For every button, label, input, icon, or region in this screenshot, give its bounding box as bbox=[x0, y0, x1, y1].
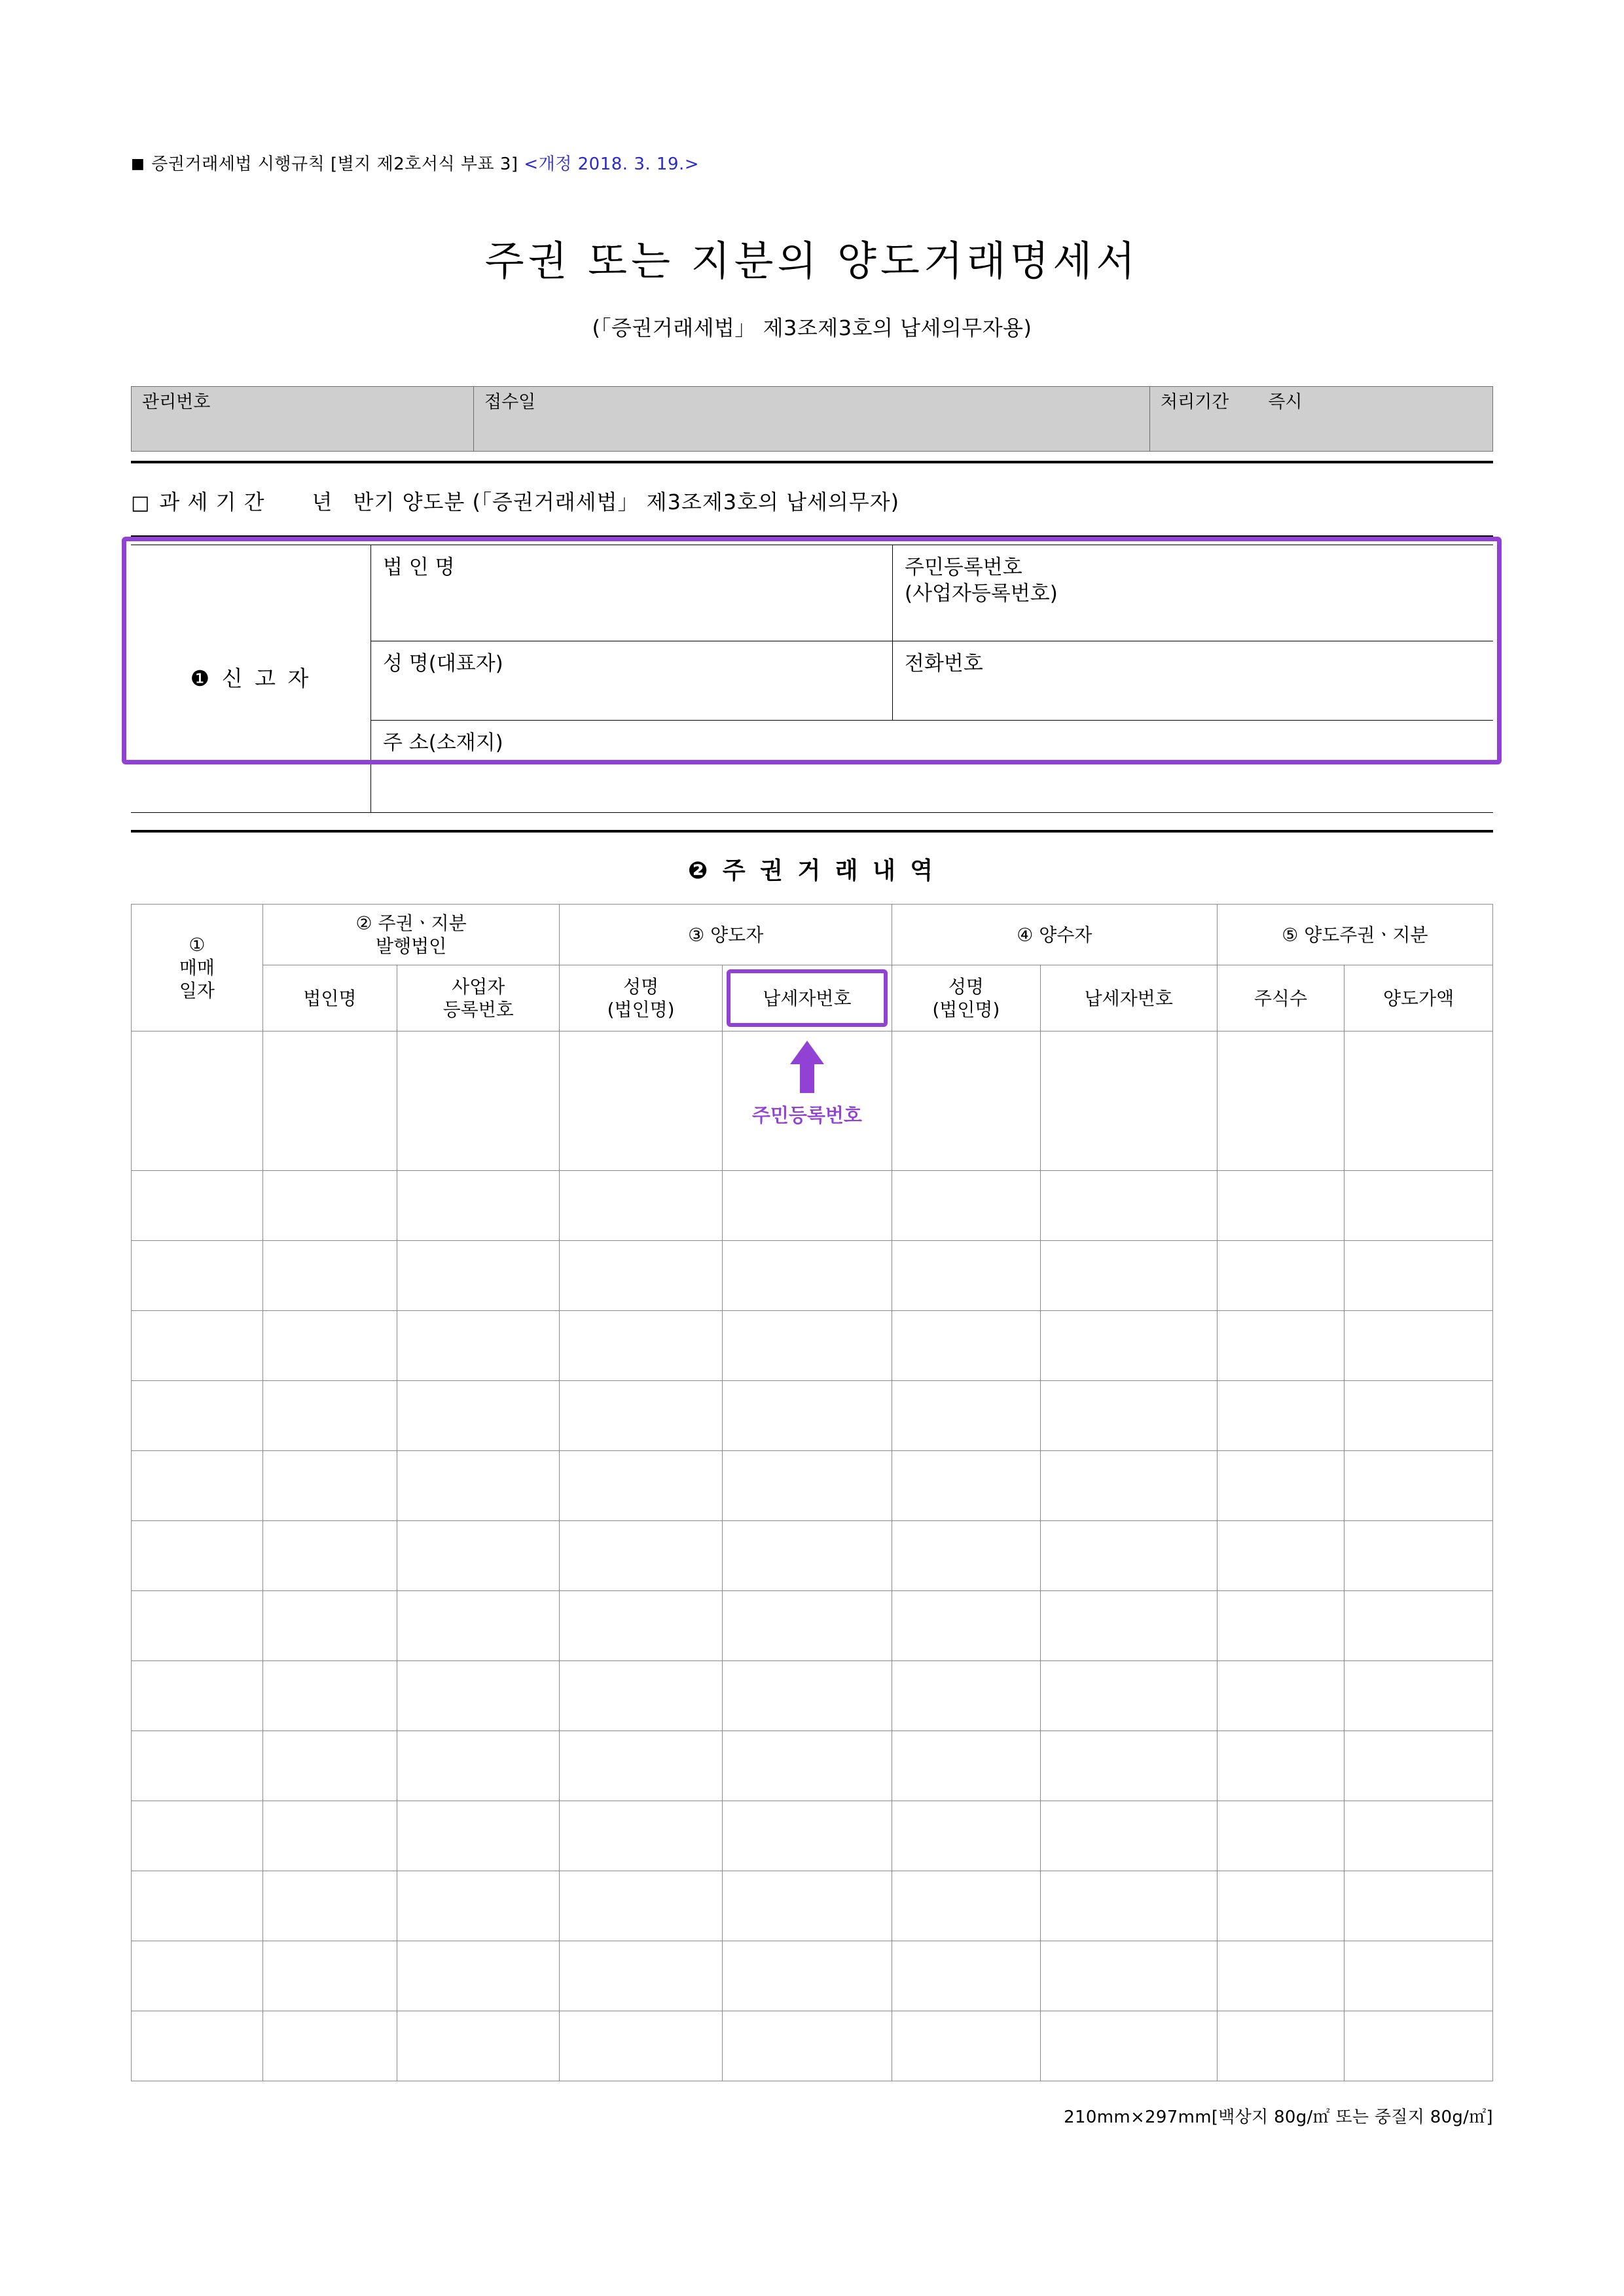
cell-transferor-name[interactable] bbox=[560, 1871, 722, 1941]
cell-transferor-taxpayer-no[interactable] bbox=[722, 1311, 892, 1381]
tax-period-line bbox=[131, 486, 1493, 516]
cell-transferee-name[interactable] bbox=[892, 2011, 1040, 2081]
form-reference-line bbox=[131, 151, 1493, 175]
cell-transferee-taxpayer-no[interactable] bbox=[1040, 1171, 1217, 1241]
header-issuer-group-line1: ② 주권ㆍ지분 bbox=[355, 912, 467, 934]
cell-transferor-name[interactable] bbox=[560, 1311, 722, 1381]
corp-name-field[interactable]: 법 인 명 bbox=[371, 545, 893, 641]
tax-period-half-unit: 반기 양도분 bbox=[353, 490, 465, 514]
table-row bbox=[132, 1871, 1493, 1941]
cell-issuer-corp-name[interactable] bbox=[262, 1171, 397, 1241]
cell-transferor-taxpayer-no[interactable] bbox=[722, 2011, 892, 2081]
cell-transfer-amount[interactable] bbox=[1344, 2011, 1493, 2081]
cell-transferee-name[interactable] bbox=[892, 1661, 1040, 1731]
cell-issuer-biz-no[interactable] bbox=[397, 1871, 560, 1941]
cell-transferor-taxpayer-no[interactable] bbox=[722, 1521, 892, 1591]
form-reference-text: 증권거래세법 시행규칙 [별지 제2호서식 부표 3] bbox=[151, 154, 518, 174]
rep-name-field[interactable]: 성 명(대표자) bbox=[371, 641, 893, 721]
cell-transfer-amount[interactable] bbox=[1344, 1591, 1493, 1661]
management-no-cell: 관리번호 bbox=[132, 387, 474, 452]
cell-issuer-corp-name[interactable] bbox=[262, 1661, 397, 1731]
cell-transferor-name[interactable] bbox=[560, 2011, 722, 2081]
table-row bbox=[132, 2011, 1493, 2081]
cell-trade-date[interactable] bbox=[132, 1521, 263, 1591]
cell-transfer-amount[interactable] bbox=[1344, 1871, 1493, 1941]
tax-period-reference: (「증권거래세법」 제3조제3호의 납세의무자) bbox=[472, 490, 900, 514]
cell-issuer-biz-no[interactable] bbox=[397, 1311, 560, 1381]
cell-shares-count[interactable] bbox=[1217, 1241, 1344, 1311]
taxpayer-no-callout-text: 주민등록번호 bbox=[751, 1104, 862, 1126]
cell-transfer-amount[interactable] bbox=[1344, 1801, 1493, 1871]
cell-transferee-name[interactable] bbox=[892, 1031, 1040, 1171]
cell-transferor-taxpayer-no[interactable] bbox=[722, 1941, 892, 2011]
cell-trade-date[interactable] bbox=[132, 1311, 263, 1381]
cell-shares-count[interactable] bbox=[1217, 1451, 1344, 1521]
table-row bbox=[132, 1801, 1493, 1871]
cell-issuer-corp-name[interactable] bbox=[262, 1451, 397, 1521]
cell-trade-date[interactable] bbox=[132, 1171, 263, 1241]
processing-time-label: 처리기간 bbox=[1161, 392, 1229, 412]
cell-transferee-taxpayer-no[interactable] bbox=[1040, 1591, 1217, 1661]
cell-issuer-corp-name[interactable] bbox=[262, 1731, 397, 1801]
cell-transferor-name[interactable] bbox=[560, 1451, 722, 1521]
cell-transferor-name[interactable] bbox=[560, 1031, 722, 1171]
cell-issuer-corp-name[interactable] bbox=[262, 1591, 397, 1661]
cell-issuer-biz-no[interactable] bbox=[397, 1241, 560, 1311]
cell-shares-count[interactable] bbox=[1217, 1591, 1344, 1661]
cell-transferor-taxpayer-no[interactable] bbox=[722, 1731, 892, 1801]
cell-issuer-corp-name[interactable] bbox=[262, 1381, 397, 1451]
cell-transfer-amount[interactable] bbox=[1344, 1381, 1493, 1451]
table-row bbox=[132, 1031, 1493, 1171]
cell-transferee-taxpayer-no[interactable] bbox=[1040, 1661, 1217, 1731]
cell-issuer-corp-name[interactable] bbox=[262, 1521, 397, 1591]
page-title: 주권 또는 지분의 양도거래명세서 bbox=[484, 237, 1140, 285]
cell-trade-date[interactable] bbox=[132, 1941, 263, 2011]
cell-trade-date[interactable] bbox=[132, 1451, 263, 1521]
declarant-row-corp bbox=[131, 545, 1493, 641]
cell-transferor-taxpayer-no[interactable] bbox=[722, 1591, 892, 1661]
header-issuer-biz-no-line2: 등록번호 bbox=[442, 999, 514, 1020]
divider-above-declarant bbox=[131, 535, 1493, 538]
table-row bbox=[132, 1731, 1493, 1801]
cell-transferor-taxpayer-no[interactable] bbox=[722, 1871, 892, 1941]
cell-shares-count[interactable] bbox=[1217, 1311, 1344, 1381]
cell-transferee-name[interactable] bbox=[892, 1591, 1040, 1661]
cell-transfer-amount[interactable] bbox=[1344, 1311, 1493, 1381]
cell-transferee-name[interactable] bbox=[892, 1521, 1040, 1591]
cell-shares-count[interactable] bbox=[1217, 1031, 1344, 1171]
cell-transferor-name[interactable] bbox=[560, 1171, 722, 1241]
header-transferee-name bbox=[892, 965, 1040, 1031]
cell-transferor-name[interactable] bbox=[560, 1241, 722, 1311]
cell-issuer-corp-name[interactable] bbox=[262, 1801, 397, 1871]
resident-no-field[interactable] bbox=[893, 545, 1494, 641]
table-row bbox=[132, 1661, 1493, 1731]
tax-period-checkbox[interactable]: □ bbox=[131, 492, 151, 514]
header-transferor-taxpayer-no-text: 납세자번호 bbox=[763, 987, 852, 1009]
section2-title: ❷ 주 권 거 래 내 역 bbox=[687, 857, 937, 884]
table-row bbox=[132, 1451, 1493, 1521]
header-transferor-name bbox=[560, 965, 722, 1031]
up-arrow-icon bbox=[790, 1041, 824, 1064]
cell-issuer-corp-name[interactable] bbox=[262, 2011, 397, 2081]
cell-transferee-taxpayer-no[interactable] bbox=[1040, 1451, 1217, 1521]
table-row bbox=[132, 1171, 1493, 1241]
cell-transferor-taxpayer-no[interactable] bbox=[722, 1241, 892, 1311]
page-subtitle: (「증권거래세법」 제3조제3호의 납세의무자용) bbox=[592, 315, 1032, 340]
cell-transferee-taxpayer-no[interactable] bbox=[1040, 1871, 1217, 1941]
receipt-date-cell: 접수일 bbox=[474, 387, 1150, 452]
paper-spec-footer: 210mm×297mm[백상지 80g/㎡ 또는 중질지 80g/㎡] bbox=[1064, 2108, 1493, 2127]
cell-transferee-name[interactable] bbox=[892, 1871, 1040, 1941]
header-trade-date-line3: 일자 bbox=[179, 980, 215, 1001]
cell-transferor-taxpayer-no[interactable] bbox=[722, 1171, 892, 1241]
header-transferor-taxpayer-no bbox=[722, 965, 892, 1031]
table-row bbox=[132, 1591, 1493, 1661]
cell-transferor-name[interactable] bbox=[560, 1941, 722, 2011]
cell-shares-count[interactable] bbox=[1217, 1381, 1344, 1451]
cell-shares-count[interactable] bbox=[1217, 1521, 1344, 1591]
header-transferee-name-line1: 성명 bbox=[948, 976, 984, 997]
cell-transferor-name[interactable] bbox=[560, 1661, 722, 1731]
header-transferor-name-line2: (법인명) bbox=[607, 999, 675, 1020]
cell-trade-date[interactable] bbox=[132, 2011, 263, 2081]
cell-issuer-biz-no[interactable] bbox=[397, 1801, 560, 1871]
table-header-row-sub bbox=[132, 965, 1493, 1031]
header-trade-date-line2: 매매 bbox=[179, 957, 215, 978]
processing-time-value: 즉시 bbox=[1268, 392, 1303, 412]
cell-transferee-taxpayer-no[interactable] bbox=[1040, 1731, 1217, 1801]
table-row bbox=[132, 1381, 1493, 1451]
cell-issuer-corp-name[interactable] bbox=[262, 1031, 397, 1171]
header-transferor-group: ③ 양도자 bbox=[560, 905, 892, 965]
admin-bar-row bbox=[132, 387, 1493, 452]
cell-issuer-biz-no[interactable] bbox=[397, 1451, 560, 1521]
table-row bbox=[132, 1941, 1493, 2011]
cell-transferee-taxpayer-no[interactable] bbox=[1040, 2011, 1217, 2081]
cell-transferee-name[interactable] bbox=[892, 1451, 1040, 1521]
cell-shares-count[interactable] bbox=[1217, 1171, 1344, 1241]
cell-transferee-taxpayer-no[interactable] bbox=[1040, 1521, 1217, 1591]
cell-transferee-taxpayer-no[interactable] bbox=[1040, 1941, 1217, 2011]
cell-transferor-name[interactable] bbox=[560, 1521, 722, 1591]
header-transferee-group: ④ 양수자 bbox=[892, 905, 1217, 965]
cell-transferee-name[interactable] bbox=[892, 1801, 1040, 1871]
cell-issuer-corp-name[interactable] bbox=[262, 1941, 397, 2011]
cell-transferee-name[interactable] bbox=[892, 1731, 1040, 1801]
cell-issuer-biz-no[interactable] bbox=[397, 2011, 560, 2081]
declarant-section-label bbox=[131, 545, 371, 813]
cell-shares-count[interactable] bbox=[1217, 1941, 1344, 2011]
header-issuer-biz-no-line1: 사업자 bbox=[452, 976, 505, 997]
cell-transferee-name[interactable] bbox=[892, 1241, 1040, 1311]
cell-transferee-name[interactable] bbox=[892, 1941, 1040, 2011]
header-issuer-group bbox=[262, 905, 560, 965]
cell-transferee-taxpayer-no[interactable] bbox=[1040, 1031, 1217, 1171]
cell-issuer-biz-no[interactable] bbox=[397, 1941, 560, 2011]
cell-transferor-name[interactable] bbox=[560, 1801, 722, 1871]
cell-issuer-biz-no[interactable] bbox=[397, 1381, 560, 1451]
cell-transfer-amount[interactable] bbox=[1344, 1941, 1493, 2011]
cell-trade-date[interactable] bbox=[132, 1591, 263, 1661]
declarant-table bbox=[131, 545, 1493, 813]
table-row bbox=[132, 1241, 1493, 1311]
cell-transferee-taxpayer-no[interactable] bbox=[1040, 1381, 1217, 1451]
address-field[interactable]: 주 소(소재지) bbox=[371, 721, 1494, 813]
cell-issuer-biz-no[interactable] bbox=[397, 1171, 560, 1241]
declarant-section bbox=[131, 545, 1493, 813]
cell-transfer-amount[interactable] bbox=[1344, 1241, 1493, 1311]
resident-no-label: 주민등록번호 bbox=[905, 556, 1022, 579]
cell-issuer-biz-no[interactable] bbox=[397, 1031, 560, 1171]
cell-shares-count[interactable] bbox=[1217, 1801, 1344, 1871]
cell-shares-count[interactable] bbox=[1217, 1871, 1344, 1941]
cell-trade-date[interactable] bbox=[132, 1031, 263, 1171]
cell-transferee-name[interactable] bbox=[892, 1311, 1040, 1381]
cell-transferor-taxpayer-no[interactable] bbox=[722, 1381, 892, 1451]
cell-transferor-taxpayer-no[interactable] bbox=[722, 1801, 892, 1871]
admin-bar-table bbox=[131, 386, 1493, 452]
table-row bbox=[132, 1311, 1493, 1381]
table-row bbox=[132, 1521, 1493, 1591]
tax-period-label: 과 세 기 간 bbox=[159, 490, 265, 514]
cell-transferor-name[interactable] bbox=[560, 1731, 722, 1801]
bullet-square-icon: ■ bbox=[131, 156, 145, 172]
cell-transferor-taxpayer-no[interactable] bbox=[722, 1031, 892, 1171]
cell-shares-count[interactable] bbox=[1217, 2011, 1344, 2081]
cell-shares-count[interactable] bbox=[1217, 1731, 1344, 1801]
cell-transfer-amount[interactable] bbox=[1344, 1731, 1493, 1801]
tax-period-year-unit: 년 bbox=[312, 490, 333, 514]
cell-transfer-amount[interactable] bbox=[1344, 1521, 1493, 1591]
transaction-detail-table bbox=[131, 904, 1493, 2081]
taxpayer-no-callout bbox=[723, 1041, 892, 1127]
divider-under-declarant bbox=[131, 830, 1493, 833]
cell-trade-date[interactable] bbox=[132, 1871, 263, 1941]
cell-shares-count[interactable] bbox=[1217, 1661, 1344, 1731]
cell-transfer-amount[interactable] bbox=[1344, 1031, 1493, 1171]
cell-issuer-biz-no[interactable] bbox=[397, 1521, 560, 1591]
header-transferor-name-line1: 성명 bbox=[623, 976, 659, 997]
cell-trade-date[interactable] bbox=[132, 1241, 263, 1311]
header-issuer-corp-name: 법인명 bbox=[262, 965, 397, 1031]
processing-time-cell bbox=[1150, 387, 1493, 452]
header-issuer-group-line2: 발행법인 bbox=[376, 935, 447, 957]
header-issuer-biz-no bbox=[397, 965, 560, 1031]
header-transferee-taxpayer-no: 납세자번호 bbox=[1040, 965, 1217, 1031]
cell-trade-date[interactable] bbox=[132, 1661, 263, 1731]
header-shares-group: ⑤ 양도주권ㆍ지분 bbox=[1217, 905, 1492, 965]
cell-issuer-corp-name[interactable] bbox=[262, 1241, 397, 1311]
header-trade-date bbox=[132, 905, 263, 1031]
header-transferee-name-line2: (법인명) bbox=[932, 999, 1000, 1020]
declarant-section-number: ❶ bbox=[190, 665, 213, 691]
table-header-row-top bbox=[132, 905, 1493, 965]
header-trade-date-line1: ① bbox=[189, 934, 206, 956]
table-body bbox=[132, 1031, 1493, 2081]
cell-issuer-corp-name[interactable] bbox=[262, 1871, 397, 1941]
cell-transfer-amount[interactable] bbox=[1344, 1661, 1493, 1731]
cell-issuer-biz-no[interactable] bbox=[397, 1731, 560, 1801]
phone-field[interactable]: 전화번호 bbox=[893, 641, 1494, 721]
cell-transferor-name[interactable] bbox=[560, 1381, 722, 1451]
cell-transferee-name[interactable] bbox=[892, 1381, 1040, 1451]
header-shares-count: 주식수 bbox=[1217, 965, 1344, 1031]
cell-issuer-biz-no[interactable] bbox=[397, 1591, 560, 1661]
cell-transfer-amount[interactable] bbox=[1344, 1451, 1493, 1521]
cell-trade-date[interactable] bbox=[132, 1731, 263, 1801]
up-arrow-shaft bbox=[800, 1063, 814, 1093]
cell-trade-date[interactable] bbox=[132, 1801, 263, 1871]
cell-transfer-amount[interactable] bbox=[1344, 1171, 1493, 1241]
cell-transferee-taxpayer-no[interactable] bbox=[1040, 1241, 1217, 1311]
divider-under-admin bbox=[131, 461, 1493, 463]
cell-trade-date[interactable] bbox=[132, 1381, 263, 1451]
cell-transferee-taxpayer-no[interactable] bbox=[1040, 1311, 1217, 1381]
cell-transferee-taxpayer-no[interactable] bbox=[1040, 1801, 1217, 1871]
declarant-section-text: 신 고 자 bbox=[221, 665, 312, 691]
header-transfer-amount: 양도가액 bbox=[1344, 965, 1493, 1031]
cell-transferor-name[interactable] bbox=[560, 1591, 722, 1661]
cell-transferor-taxpayer-no[interactable] bbox=[722, 1661, 892, 1731]
cell-issuer-corp-name[interactable] bbox=[262, 1311, 397, 1381]
cell-transferee-name[interactable] bbox=[892, 1171, 1040, 1241]
biz-no-label: (사업자등록번호) bbox=[905, 582, 1058, 606]
cell-transferor-taxpayer-no[interactable] bbox=[722, 1451, 892, 1521]
cell-issuer-biz-no[interactable] bbox=[397, 1661, 560, 1731]
revision-date: <개정 2018. 3. 19.> bbox=[524, 154, 700, 174]
